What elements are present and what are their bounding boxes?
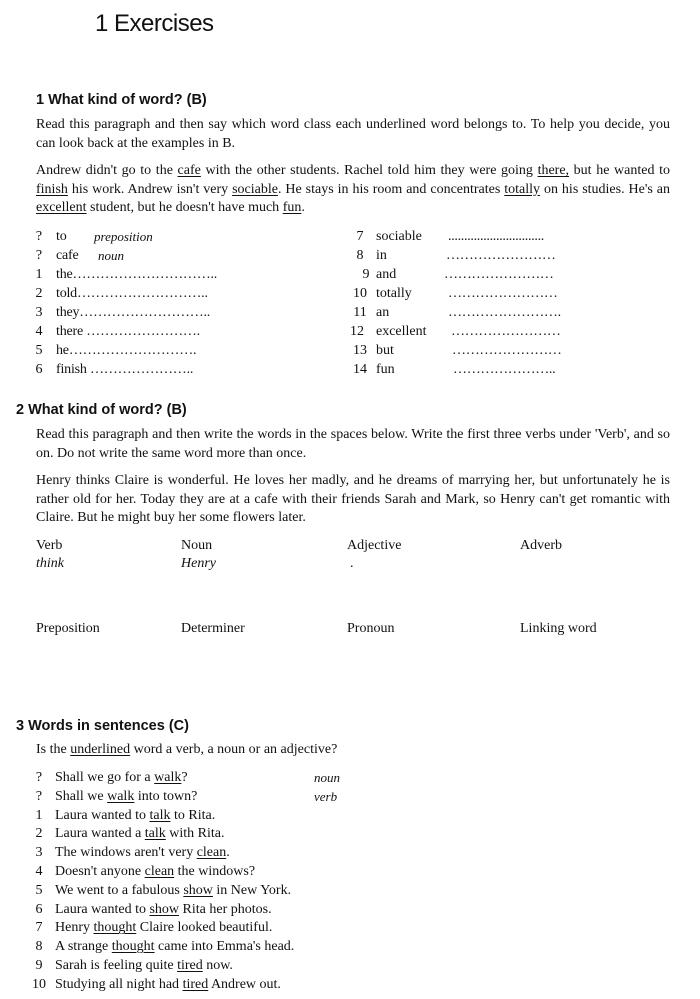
item-answer: noun (314, 770, 340, 785)
item-sentence (55, 770, 188, 786)
item-number: 1 (35, 807, 43, 823)
text-run: We went to a fabulous (55, 882, 184, 898)
underlined-word: clean (144, 864, 175, 879)
item-word: finish ………………….. (56, 362, 194, 377)
text-run: Is the (36, 742, 71, 757)
item-word: told……………………….. (56, 286, 208, 301)
item-word: to (56, 229, 67, 244)
item-number: ? (35, 770, 43, 785)
underlined-word: sociable (232, 181, 278, 197)
item-sentence (55, 864, 255, 880)
item-sentence (55, 958, 233, 974)
item-word: excellent (376, 324, 427, 339)
item-number: 2 (35, 286, 43, 301)
text-run: came into Emma's head. (154, 939, 295, 955)
item-word: an (376, 305, 390, 320)
item-number: 4 (35, 324, 43, 339)
item-number: 10 (353, 286, 367, 301)
item-word: in (376, 248, 387, 263)
text-run: . (301, 200, 305, 216)
example-verb: think (36, 556, 64, 571)
underlined-word: clean (196, 845, 227, 861)
item-number: 14 (353, 362, 367, 377)
item-word: totally (376, 286, 412, 301)
example-adjective: . (350, 556, 354, 571)
item-number: ? (35, 788, 43, 804)
item-blank: …………………… (451, 324, 561, 339)
exercise-2-paragraph: Henry thinks Claire is wonderful. He loves her madly, and he dreams of marrying her, but unfortunately he is rather old for her. Today they are at a cafe with their friends Sarah and Mark, so Henry can't get romantic with Claire. But he might buy her some flowers later. (36, 473, 670, 526)
text-run: the windows? (174, 864, 256, 879)
underlined-word: show (183, 882, 213, 898)
exercise-3-instruction (36, 742, 337, 758)
item-answer: verb (314, 788, 338, 804)
column-noun: Noun (181, 538, 213, 553)
underlined-word: fun (282, 200, 302, 216)
item-word: fun (376, 362, 395, 377)
text-run: ? (181, 770, 188, 785)
text-run: but he wanted to (569, 163, 670, 178)
text-run: with the other students. Rachel told him they were going (200, 163, 538, 178)
item-number: ? (35, 248, 43, 263)
text-run: Studying all night had (55, 976, 183, 992)
text-run: Shall we (55, 788, 108, 804)
column-linking-word: Linking word (520, 621, 597, 636)
item-blank: ………………….. (453, 362, 556, 377)
text-run: . He stays in his room and concentrates (277, 181, 505, 197)
item-number: 6 (35, 901, 43, 917)
text-run: Andrew didn't go to the (36, 163, 178, 178)
item-number: 8 (35, 939, 43, 955)
item-word: sociable (376, 229, 422, 244)
exercise-3-heading: 3 Words in sentences (C) (16, 718, 189, 734)
underlined-word: walk (107, 788, 135, 804)
exercise-1-instruction: Read this paragraph and then say which word class each underlined word belongs to. To help you decide, you can look back at the examples in B. (36, 117, 670, 151)
column-determiner: Determiner (181, 621, 245, 636)
underlined-word: thought (111, 939, 155, 955)
text-run: . (226, 845, 230, 861)
item-number: 3 (35, 845, 43, 861)
item-number: 11 (353, 305, 367, 320)
item-sentence (55, 920, 272, 936)
item-word: there ……………………. (56, 324, 200, 339)
item-number: 4 (35, 864, 43, 879)
item-sentence (55, 902, 272, 918)
text-run: on his studies. He's an (540, 181, 670, 197)
text-run: Claire looked beautiful. (136, 920, 273, 936)
text-run: now. (202, 958, 233, 973)
item-blank: ……………………. (448, 305, 561, 320)
underlined-word: tired (182, 976, 209, 992)
item-number: 7 (35, 920, 43, 936)
item-number: 7 (356, 229, 364, 244)
item-blank: …………………… (452, 343, 562, 358)
text-run: in New York. (212, 882, 292, 898)
text-run: The windows aren't very (55, 845, 197, 861)
underlined-word: tired (177, 958, 203, 973)
item-number: 13 (353, 343, 367, 358)
item-blank: …………………… (446, 248, 556, 263)
text-run: A strange (55, 939, 112, 955)
text-run: Sarah is feeling quite (55, 958, 178, 973)
underlined-word: totally (504, 181, 541, 197)
item-sentence (55, 808, 215, 824)
item-word: he………………………. (56, 343, 197, 358)
item-number: 1 (35, 267, 43, 282)
item-word: cafe (56, 248, 79, 263)
text-run: Henry (55, 920, 94, 936)
item-number: 5 (35, 343, 43, 358)
text-run: to Rita. (170, 807, 216, 823)
underlined-word: show (149, 901, 180, 917)
item-number: 3 (35, 305, 43, 320)
item-number: 8 (356, 248, 364, 263)
item-number: 10 (32, 976, 46, 992)
text-run: into town? (134, 788, 198, 804)
exercise-1-paragraph (36, 162, 670, 218)
page-title: 1 Exercises (95, 10, 214, 37)
underlined-word: finish (36, 181, 68, 197)
text-run: Rita her photos. (179, 901, 272, 917)
item-number: 5 (35, 882, 43, 898)
item-sentence (55, 826, 225, 842)
exercise-1-heading: 1 What kind of word? (B) (36, 92, 207, 108)
text-run: his work. Andrew isn't very (67, 181, 233, 197)
column-adjective: Adjective (347, 538, 402, 553)
item-sentence (55, 939, 294, 955)
item-word: they……………………….. (56, 305, 211, 320)
item-word: but (376, 343, 394, 358)
column-pronoun: Pronoun (347, 621, 395, 636)
item-sentence (55, 883, 291, 899)
item-word: the………………………….. (56, 267, 218, 282)
item-number: 9 (35, 958, 43, 973)
column-preposition: Preposition (36, 621, 100, 636)
underlined-word: talk (144, 826, 166, 842)
item-number: 12 (350, 324, 364, 339)
item-blank: …………………… (448, 286, 558, 301)
text-run: student, but he doesn't have much (86, 200, 283, 216)
item-sentence (55, 977, 281, 993)
underlined-word: cafe (177, 163, 201, 178)
text-run: Laura wanted to (55, 807, 150, 823)
item-number: 2 (35, 826, 43, 842)
underlined-word: talk (149, 807, 171, 823)
item-blank: .............................. (448, 229, 545, 244)
text-run: Laura wanted a (55, 826, 145, 842)
item-sentence (55, 789, 197, 805)
underlined-word: walk (154, 770, 182, 785)
exercise-2-instruction: Read this paragraph and then write the words in the spaces below. Write the first three verbs under 'Verb', and so on. Do not write the same word more than once. (36, 427, 670, 461)
underlined-word: excellent (36, 200, 87, 216)
item-word: and (376, 267, 397, 282)
column-verb: Verb (36, 538, 63, 553)
item-number: ? (35, 229, 43, 244)
column-adverb: Adverb (520, 538, 562, 553)
text-run: Shall we go for a (55, 770, 155, 785)
item-answer: preposition (94, 229, 153, 244)
text-run: word a verb, a noun or an adjective? (130, 742, 338, 757)
text-run: Andrew out. (208, 976, 281, 992)
underlined-word: there, (537, 163, 570, 178)
item-number: 6 (35, 362, 43, 377)
text-run: Laura wanted to (55, 901, 150, 917)
text-run: Doesn't anyone (55, 864, 145, 879)
underlined-word: underlined (70, 742, 131, 757)
item-blank: …………………… (444, 267, 554, 282)
exercise-2-heading: 2 What kind of word? (B) (16, 402, 187, 418)
item-answer: noun (98, 248, 124, 263)
item-number: 9 (362, 267, 370, 282)
underlined-word: thought (93, 920, 137, 936)
item-sentence (55, 845, 230, 861)
text-run: with Rita. (165, 826, 225, 842)
example-noun: Henry (181, 556, 216, 571)
